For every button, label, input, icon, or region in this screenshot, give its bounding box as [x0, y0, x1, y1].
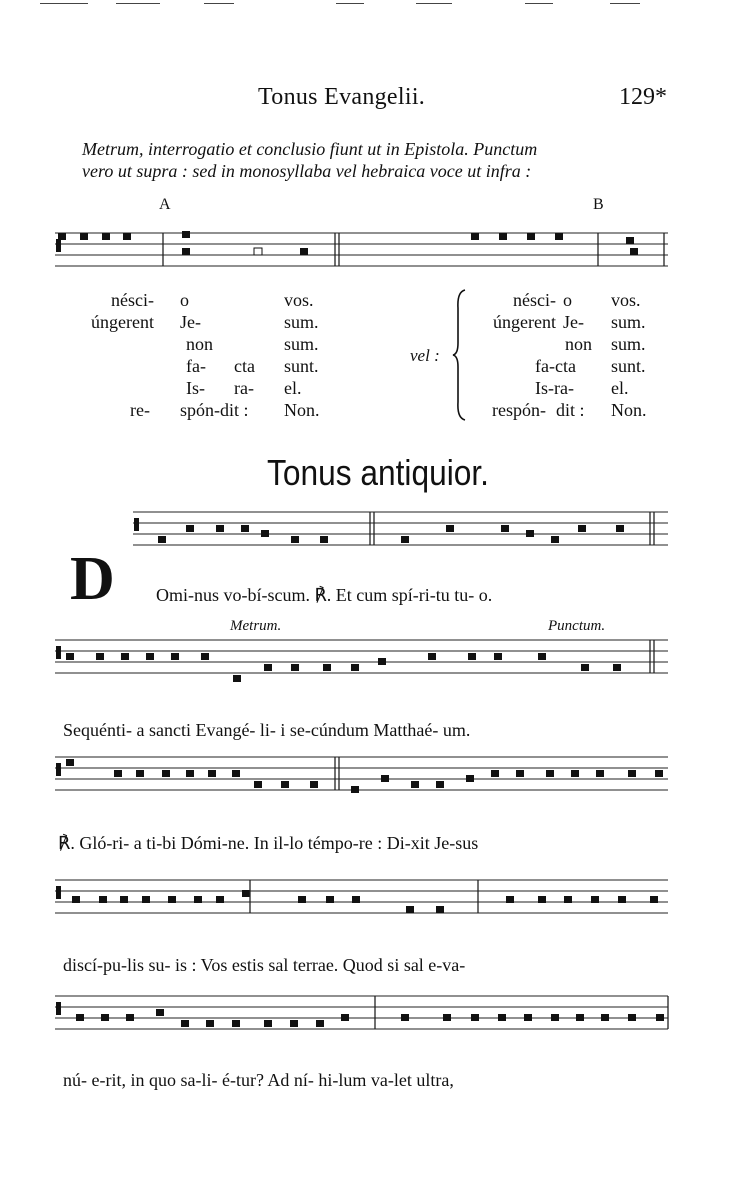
neume [401, 1014, 409, 1021]
syllable: sunt. [284, 356, 319, 376]
syllable: dit : [556, 400, 585, 420]
neume [156, 1009, 164, 1016]
neume [516, 770, 524, 777]
chant-lyric-line: nú- e-rit, in quo sa-li- é-tur? Ad ní- hi-lum va-let ultra, [63, 1070, 454, 1090]
neume [182, 231, 190, 238]
neume [596, 770, 604, 777]
neume [538, 896, 546, 903]
neume [66, 759, 74, 766]
label-b: B [593, 196, 604, 213]
neume [298, 896, 306, 903]
neume [538, 653, 546, 660]
syllable: nésci- [513, 290, 556, 310]
neume [655, 770, 663, 777]
neume [581, 664, 589, 671]
neume [158, 536, 166, 543]
neume [323, 664, 331, 671]
neume [114, 770, 122, 777]
neume [206, 1020, 214, 1027]
neume [650, 896, 658, 903]
syllable: fa- [186, 356, 206, 376]
neume [241, 525, 249, 532]
neume [351, 786, 359, 793]
neume [261, 530, 269, 537]
neume [182, 248, 190, 255]
clef-mark [56, 763, 61, 776]
neume [142, 896, 150, 903]
neume [551, 536, 559, 543]
neume [254, 781, 262, 788]
neume [99, 896, 107, 903]
clef-mark [56, 1002, 61, 1015]
neume [208, 770, 216, 777]
neume [471, 1014, 479, 1021]
chant-lyric-line: ℟. Gló-ri- a ti-bi Dómi-ne. In il-lo témpo-re : Di-xit Je-sus [58, 833, 479, 853]
neume [351, 664, 359, 671]
syllable: re- [130, 400, 150, 420]
syllable: Is- [186, 378, 205, 398]
neume [494, 653, 502, 660]
neume [468, 653, 476, 660]
neume [300, 248, 308, 255]
neume [381, 775, 389, 782]
neume [578, 525, 586, 532]
chant-lyric-line: Omi-nus vo-bí-scum. ℟. Et cum spí-ri-tu tu- o. [156, 585, 493, 605]
neume [264, 664, 272, 671]
neume [341, 1014, 349, 1021]
neume [162, 770, 170, 777]
syllable: Non. [611, 400, 647, 420]
neume [316, 1020, 324, 1027]
clef-mark [134, 518, 139, 531]
neume [546, 770, 554, 777]
syllable: respón- [492, 400, 546, 420]
neume [443, 1014, 451, 1021]
neume [601, 1014, 609, 1021]
neume [551, 1014, 559, 1021]
syllable: non [186, 334, 213, 354]
syllable: ra- [234, 378, 254, 398]
syllable: úngerent [91, 312, 154, 332]
drop-capital: D [70, 545, 115, 613]
clef-mark [56, 239, 61, 252]
neume-open [254, 248, 262, 255]
neume [232, 1020, 240, 1027]
neume [466, 775, 474, 782]
neume [76, 1014, 84, 1021]
syllable: Non. [284, 400, 320, 420]
neume [471, 233, 479, 240]
neume [499, 233, 507, 240]
metrum-label: Metrum. [230, 618, 282, 634]
syllable: Is-ra- [535, 378, 574, 398]
syllable: non [565, 334, 592, 354]
chant-lyric-line: Sequénti- a sancti Evangé- li- i se-cúndum Matthaé- um. [63, 720, 471, 740]
neume [168, 896, 176, 903]
syllable: o [563, 290, 572, 310]
syllable: sum. [611, 334, 646, 354]
clef-mark [56, 646, 61, 659]
neume [446, 525, 454, 532]
syllable: úngerent [493, 312, 556, 332]
vel-label: vel : [410, 346, 440, 365]
neume [411, 781, 419, 788]
neume [233, 675, 241, 682]
neume [242, 890, 250, 897]
neume [526, 530, 534, 537]
neume [401, 536, 409, 543]
neume [186, 525, 194, 532]
neume [281, 781, 289, 788]
neume [524, 1014, 532, 1021]
syllable: sum. [284, 334, 319, 354]
neume [406, 906, 414, 913]
intro-line: vero ut supra : sed in monosyllaba vel hebraica voce ut infra : [82, 161, 532, 181]
neume [498, 1014, 506, 1021]
syllable: el. [284, 378, 302, 398]
neume [326, 896, 334, 903]
syllable: spón-dit : [180, 400, 249, 420]
neume [120, 896, 128, 903]
neume [291, 536, 299, 543]
neume [616, 525, 624, 532]
neume [123, 233, 131, 240]
neume [171, 653, 179, 660]
neume [506, 896, 514, 903]
neume [80, 233, 88, 240]
neume [194, 896, 202, 903]
neume [527, 233, 535, 240]
neume [564, 896, 572, 903]
intro-line: Metrum, interrogatio et conclusio fiunt ut in Epistola. Punctum [82, 139, 538, 159]
chant-lyric-line: discí-pu-lis su- is : Vos estis sal terrae. Quod si sal e-va- [63, 955, 466, 975]
neume [630, 248, 638, 255]
neume [618, 896, 626, 903]
neume [613, 664, 621, 671]
syllable: el. [611, 378, 629, 398]
section-title: Tonus antiquior. [267, 452, 489, 493]
label-a: A [159, 196, 171, 213]
neume [96, 653, 104, 660]
syllable: Je- [563, 312, 584, 332]
neume [310, 781, 318, 788]
clef-mark [56, 886, 61, 899]
syllable: nésci- [111, 290, 154, 310]
neume [320, 536, 328, 543]
punctum-label: Punctum. [548, 618, 606, 634]
neume [501, 525, 509, 532]
neume [126, 1014, 134, 1021]
syllable: vos. [284, 290, 314, 310]
neume [591, 896, 599, 903]
neume [436, 781, 444, 788]
neume [216, 525, 224, 532]
neume [121, 653, 129, 660]
neume [66, 653, 74, 660]
neume [352, 896, 360, 903]
syllable: cta [234, 356, 255, 376]
neume [102, 233, 110, 240]
neume [571, 770, 579, 777]
neume [290, 1020, 298, 1027]
neume [72, 896, 80, 903]
syllable: sum. [284, 312, 319, 332]
neume [264, 1020, 272, 1027]
neume [232, 770, 240, 777]
syllable: vos. [611, 290, 641, 310]
neume [201, 653, 209, 660]
neume [186, 770, 194, 777]
neume [628, 770, 636, 777]
neume [101, 1014, 109, 1021]
neume [181, 1020, 189, 1027]
syllable: Je- [180, 312, 201, 332]
neume [146, 653, 154, 660]
neume [136, 770, 144, 777]
neume [216, 896, 224, 903]
page-number: 129* [619, 84, 667, 110]
page-title: Tonus Evangelii. [258, 84, 426, 110]
neume [291, 664, 299, 671]
neume [436, 906, 444, 913]
neume [428, 653, 436, 660]
syllable: fa-cta [535, 356, 576, 376]
neume [656, 1014, 664, 1021]
neume [58, 233, 66, 240]
neume [491, 770, 499, 777]
neume [628, 1014, 636, 1021]
syllable: sum. [611, 312, 646, 332]
neume [378, 658, 386, 665]
syllable: o [180, 290, 189, 310]
neume [576, 1014, 584, 1021]
neume [555, 233, 563, 240]
neume [626, 237, 634, 244]
syllable: sunt. [611, 356, 646, 376]
